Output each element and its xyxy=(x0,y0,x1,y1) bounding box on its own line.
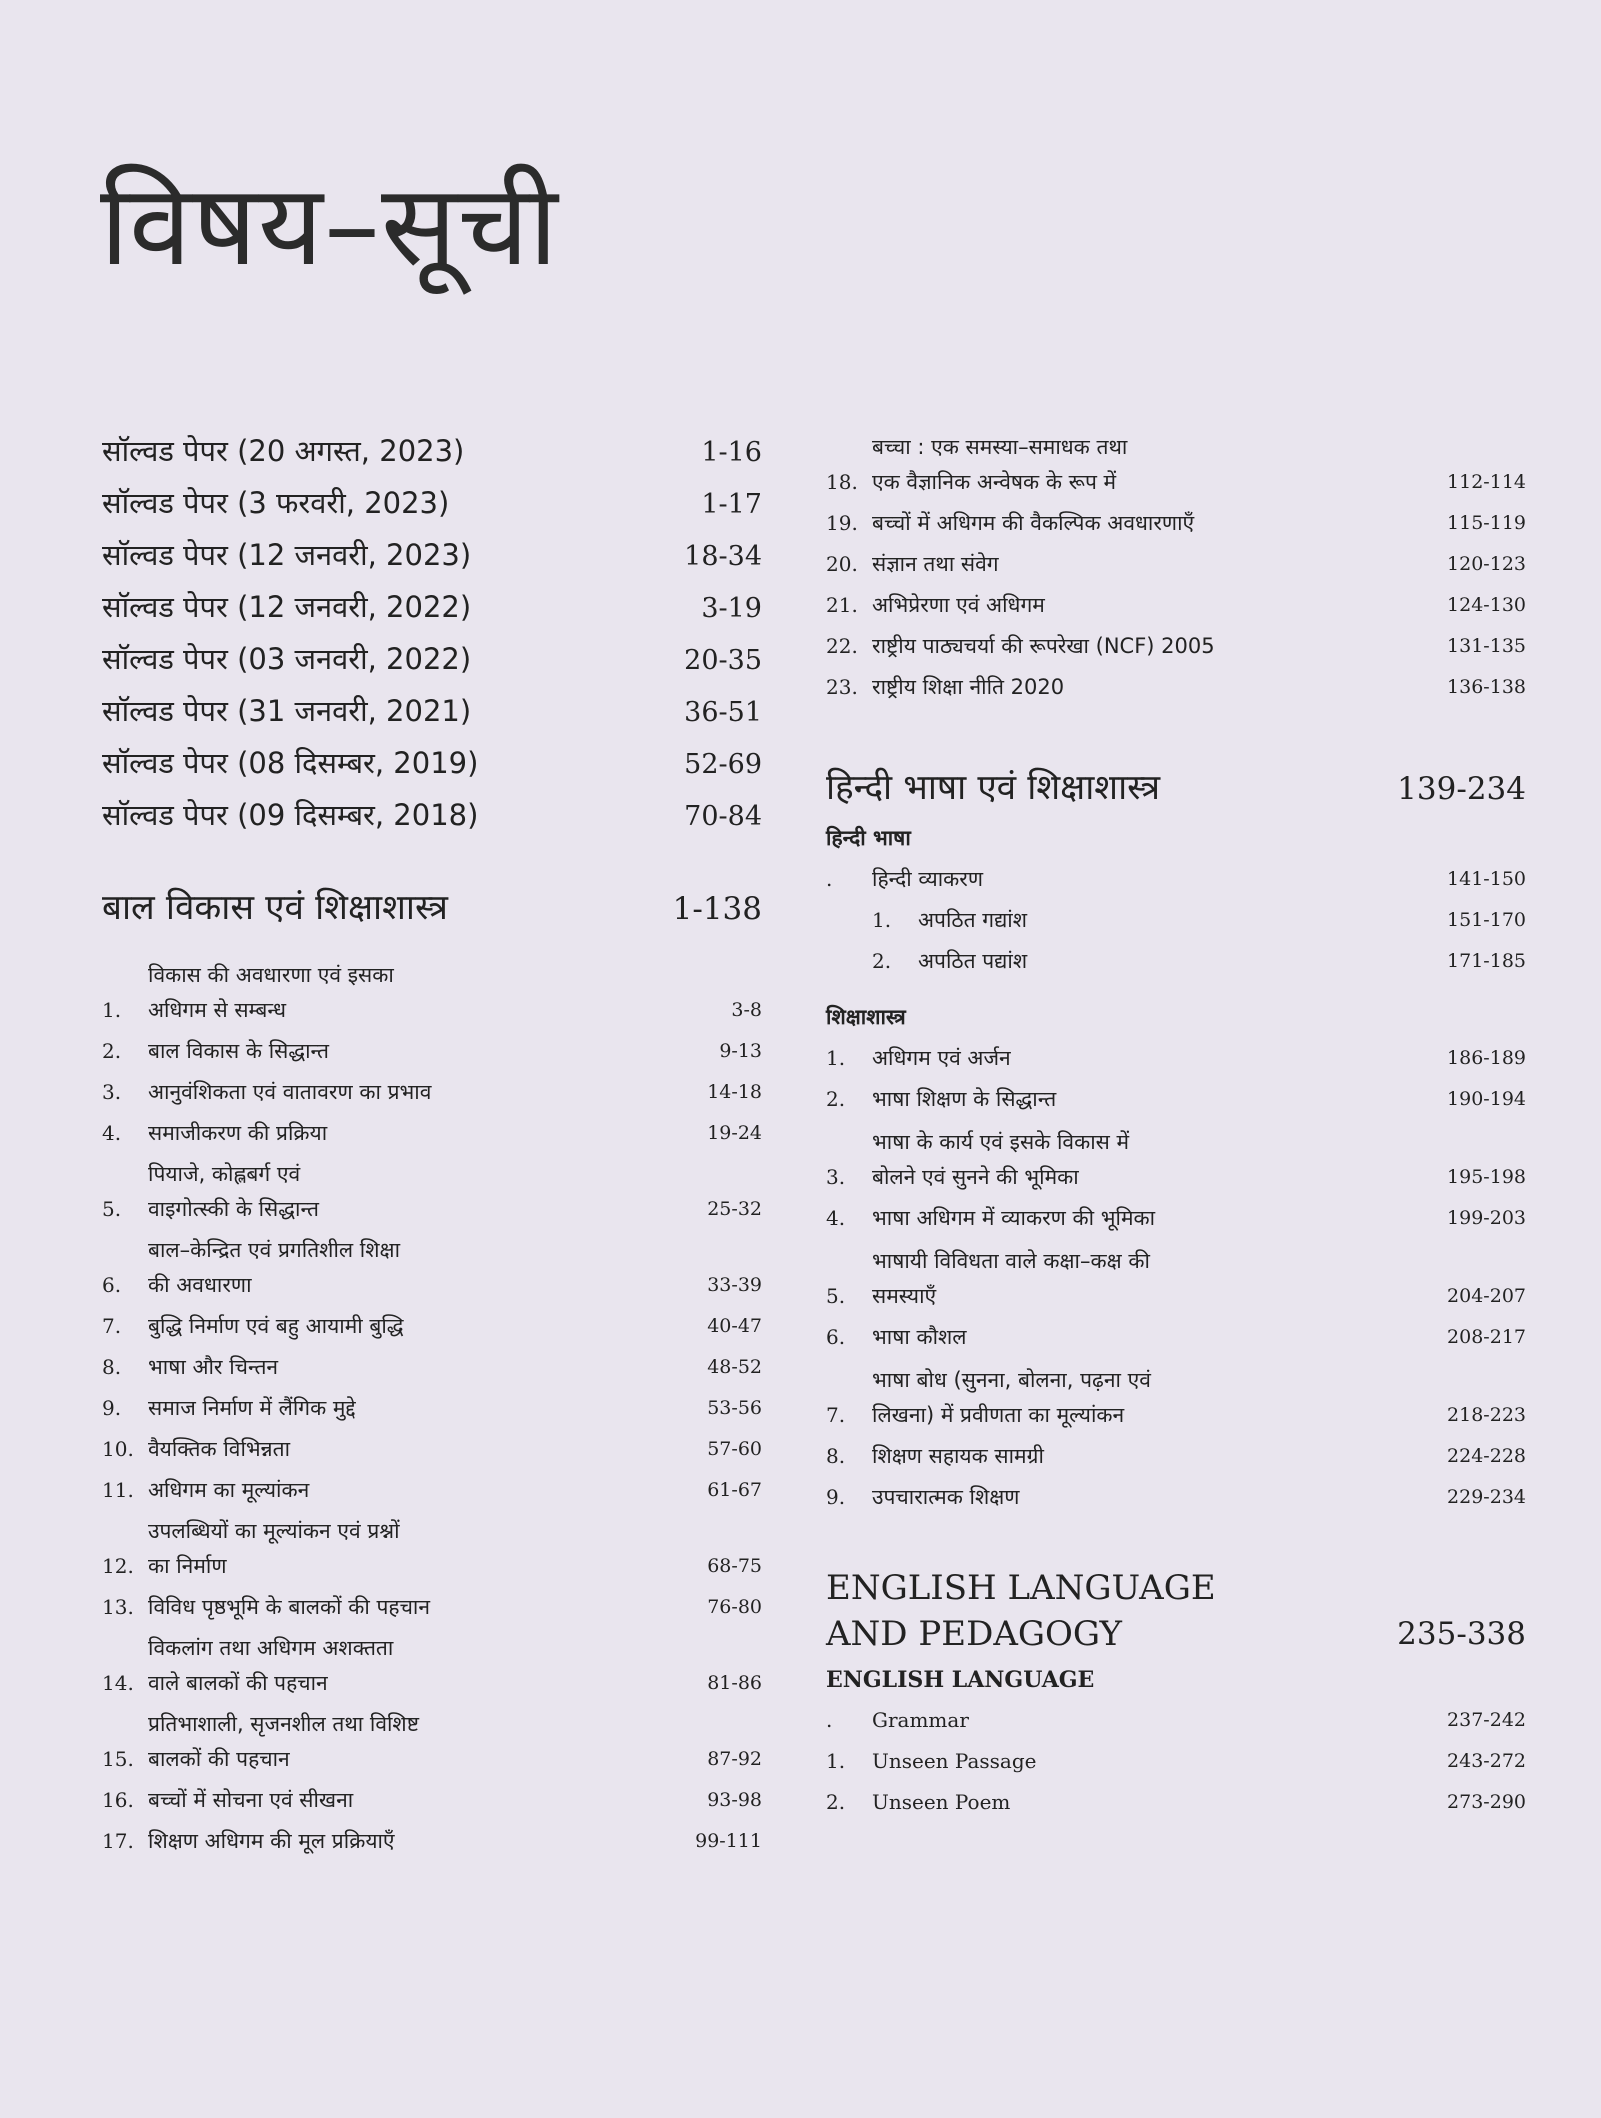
entry-title: शिक्षण सहायक सामग्री xyxy=(872,1444,1044,1468)
entry-pages: 87-92 xyxy=(707,1748,762,1770)
entry-pages: 61-67 xyxy=(707,1479,762,1501)
entry-pages: 93-98 xyxy=(707,1789,762,1811)
entry-title: उपचारात्मक शिक्षण xyxy=(872,1485,1020,1509)
entry-title: भाषा बोध (सुनना, बोलना, पढ़ना एवं लिखना) में प्रवीणता का मूल्यांकन xyxy=(872,1368,1151,1427)
entry-title: अभिप्रेरणा एवं अधिगम xyxy=(872,593,1045,617)
entry-pages: 224-228 xyxy=(1447,1445,1526,1467)
entry-number: 12. xyxy=(102,1554,134,1578)
toc-entry xyxy=(826,623,1526,664)
entry-number: 6. xyxy=(102,1273,122,1297)
toc-entry xyxy=(826,422,1526,500)
sub-heading-shikshashastra: शिक्षाशास्त्र xyxy=(826,1005,906,1029)
toc-entry xyxy=(826,1433,1526,1474)
entry-pages: 18-34 xyxy=(684,541,762,572)
entry-pages: 76-80 xyxy=(707,1596,762,1618)
right-column xyxy=(826,422,1526,1820)
section-pages: 139-234 xyxy=(1397,771,1526,807)
entry-pages: 70-84 xyxy=(684,801,762,832)
entry-pages: 171-185 xyxy=(1447,950,1526,972)
entry-pages: 36-51 xyxy=(684,697,762,728)
section-heading-english xyxy=(826,1565,1526,1657)
entry-number: 2. xyxy=(102,1039,122,1063)
entry-title: उपलब्धियों का मूल्यांकन एवं प्रश्नों का निर्माण xyxy=(148,1519,400,1578)
entry-label: सॉल्वड पेपर (09 दिसम्बर, 2018) xyxy=(102,798,479,832)
entry-pages: 204-207 xyxy=(1447,1285,1526,1307)
toc-entry xyxy=(102,1303,762,1344)
hindi-grammar-entry xyxy=(826,856,1526,897)
entry-label: सॉल्वड पेपर (03 जनवरी, 2022) xyxy=(102,642,472,676)
entry-title: वैयक्तिक विभिन्नता xyxy=(148,1437,291,1461)
entry-number: 7. xyxy=(826,1403,846,1427)
entry-label: सॉल्वड पेपर (3 फरवरी, 2023) xyxy=(102,486,450,520)
entry-pages: 68-75 xyxy=(707,1555,762,1577)
entry-number: 1. xyxy=(872,908,892,932)
entry-title: समाजीकरण की प्रक्रिया xyxy=(148,1121,328,1145)
entry-pages: 151-170 xyxy=(1447,909,1526,931)
entry-number: 13. xyxy=(102,1595,134,1619)
entry-pages: 195-198 xyxy=(1447,1166,1526,1188)
entry-title: भाषा शिक्षण के सिद्धान्त xyxy=(872,1087,1057,1111)
toc-entry xyxy=(826,500,1526,541)
toc-entry xyxy=(102,1426,762,1467)
english-grammar-entry xyxy=(826,1697,1526,1738)
entry-pages: 229-234 xyxy=(1447,1486,1526,1508)
entry-number: 4. xyxy=(826,1206,846,1230)
entry-title: Grammar xyxy=(872,1708,969,1732)
sub-heading-english-language: ENGLISH LANGUAGE xyxy=(826,1667,1095,1693)
entry-number: 2. xyxy=(826,1790,846,1814)
entry-pages: 14-18 xyxy=(707,1081,762,1103)
entry-title: हिन्दी व्याकरण xyxy=(872,867,984,891)
solved-papers-list xyxy=(102,425,762,841)
toc-entry xyxy=(826,1236,1526,1314)
entry-title: विकलांग तथा अधिगम अशक्तता वाले बालकों की पहचान xyxy=(148,1636,394,1695)
entry-pages: 3-8 xyxy=(731,999,762,1021)
left-column xyxy=(102,425,762,1859)
entry-number: . xyxy=(826,1708,833,1732)
entry-pages: 273-290 xyxy=(1447,1791,1526,1813)
entry-pages: 112-114 xyxy=(1447,471,1526,493)
toc-entry xyxy=(102,1467,762,1508)
entry-pages: 218-223 xyxy=(1447,1404,1526,1426)
toc-entry xyxy=(102,1227,762,1303)
solved-paper-entry xyxy=(102,633,762,685)
entry-pages: 52-69 xyxy=(684,749,762,780)
solved-paper-entry xyxy=(102,581,762,633)
english-list xyxy=(826,1738,1526,1820)
entry-pages: 1-16 xyxy=(701,437,762,468)
entry-number: 18. xyxy=(826,470,858,494)
solved-paper-entry xyxy=(102,737,762,789)
toc-entry xyxy=(826,1314,1526,1355)
entry-title: प्रतिभाशाली, सृजनशील तथा विशिष्ट बालकों की पहचान xyxy=(148,1712,419,1771)
section-title: ENGLISH LANGUAGE AND PEDAGOGY xyxy=(826,1568,1216,1654)
entry-number: 6. xyxy=(826,1325,846,1349)
entry-title: बच्चा : एक समस्या–समाधक तथा एक वैज्ञानिक अन्वेषक के रूप में xyxy=(872,435,1128,494)
entry-title: Unseen Passage xyxy=(872,1749,1037,1773)
bal-vikas-continued-list xyxy=(826,422,1526,705)
toc-entry xyxy=(826,1195,1526,1236)
section-title: हिन्दी भाषा एवं शिक्षाशास्त्र xyxy=(826,768,1161,808)
entry-number: 1. xyxy=(826,1749,846,1773)
section-pages: 1-138 xyxy=(672,891,762,927)
entry-number: 5. xyxy=(826,1284,846,1308)
entry-number: 8. xyxy=(102,1355,122,1379)
entry-pages: 243-272 xyxy=(1447,1750,1526,1772)
entry-label: सॉल्वड पेपर (08 दिसम्बर, 2019) xyxy=(102,746,479,780)
entry-pages: 9-13 xyxy=(719,1040,762,1062)
entry-title: अधिगम का मूल्यांकन xyxy=(148,1478,310,1502)
entry-number: 4. xyxy=(102,1121,122,1145)
entry-number: 11. xyxy=(102,1478,134,1502)
entry-number: 7. xyxy=(102,1314,122,1338)
entry-number: 15. xyxy=(102,1747,134,1771)
entry-number: . xyxy=(826,867,833,891)
toc-entry xyxy=(826,1779,1526,1820)
entry-pages: 48-52 xyxy=(707,1356,762,1378)
entry-pages: 33-39 xyxy=(707,1274,762,1296)
toc-entry xyxy=(826,1474,1526,1515)
toc-entry xyxy=(102,1508,762,1584)
entry-title: भाषायी विविधता वाले कक्षा–कक्ष की समस्याएँ xyxy=(872,1249,1150,1308)
solved-paper-entry xyxy=(102,685,762,737)
entry-pages: 81-86 xyxy=(707,1672,762,1694)
toc-entry xyxy=(102,952,762,1028)
toc-entry xyxy=(102,1344,762,1385)
solved-paper-entry xyxy=(102,477,762,529)
entry-title: अपठित पद्यांश xyxy=(918,949,1028,973)
toc-entry xyxy=(102,1110,762,1151)
entry-number: 2. xyxy=(826,1087,846,1111)
toc-entry xyxy=(102,1625,762,1701)
section-heading-hindi xyxy=(826,763,1526,810)
entry-title: बुद्धि निर्माण एवं बहु आयामी बुद्धि xyxy=(148,1314,404,1338)
entry-title: शिक्षण अधिगम की मूल प्रक्रियाएँ xyxy=(148,1829,395,1853)
entry-title: आनुवंशिकता एवं वातावरण का प्रभाव xyxy=(148,1080,432,1104)
entry-title: पियाजे, कोह्लबर्ग एवं वाइगोत्स्की के सिद्धान्त xyxy=(148,1162,319,1221)
entry-number: 2. xyxy=(872,949,892,973)
entry-pages: 186-189 xyxy=(1447,1047,1526,1069)
entry-title: विविध पृष्ठभूमि के बालकों की पहचान xyxy=(148,1595,431,1619)
entry-number: 19. xyxy=(826,511,858,535)
entry-pages: 25-32 xyxy=(707,1198,762,1220)
solved-paper-entry xyxy=(102,529,762,581)
toc-entry xyxy=(826,1355,1526,1433)
entry-title: राष्ट्रीय शिक्षा नीति 2020 xyxy=(872,675,1065,699)
entry-pages: 124-130 xyxy=(1447,594,1526,616)
entry-pages: 53-56 xyxy=(707,1397,762,1419)
entry-title: बाल विकास के सिद्धान्त xyxy=(148,1039,329,1063)
toc-entry xyxy=(102,1385,762,1426)
entry-number: 3. xyxy=(826,1165,846,1189)
entry-pages: 208-217 xyxy=(1447,1326,1526,1348)
entry-number: 20. xyxy=(826,552,858,576)
entry-number: 9. xyxy=(826,1485,846,1509)
toc-entry xyxy=(102,1584,762,1625)
entry-number: 9. xyxy=(102,1396,122,1420)
entry-pages: 40-47 xyxy=(707,1315,762,1337)
entry-pages: 19-24 xyxy=(707,1122,762,1144)
sub-heading-hindi-bhasha: हिन्दी भाषा xyxy=(826,826,911,850)
entry-number: 16. xyxy=(102,1788,134,1812)
entry-label: सॉल्वड पेपर (12 जनवरी, 2023) xyxy=(102,538,472,572)
entry-number: 5. xyxy=(102,1197,122,1221)
entry-number: 3. xyxy=(102,1080,122,1104)
toc-entry xyxy=(826,1697,1526,1738)
entry-pages: 199-203 xyxy=(1447,1207,1526,1229)
toc-entry xyxy=(826,1117,1526,1195)
entry-label: सॉल्वड पेपर (20 अगस्त, 2023) xyxy=(102,434,465,468)
entry-pages: 190-194 xyxy=(1447,1088,1526,1110)
entry-title: राष्ट्रीय पाठ्यचर्या की रूपरेखा (NCF) 2005 xyxy=(872,634,1215,658)
toc-entry xyxy=(102,1069,762,1110)
hindi-bhasha-list xyxy=(826,897,1526,979)
toc-entry xyxy=(826,1738,1526,1779)
entry-title: भाषा अधिगम में व्याकरण की भूमिका xyxy=(872,1206,1156,1230)
entry-pages: 120-123 xyxy=(1447,553,1526,575)
entry-pages: 20-35 xyxy=(684,645,762,676)
toc-entry xyxy=(102,1818,762,1859)
section-heading-bal-vikas xyxy=(102,883,762,930)
entry-number: 14. xyxy=(102,1671,134,1695)
entry-number: 8. xyxy=(826,1444,846,1468)
solved-paper-entry xyxy=(102,789,762,841)
entry-pages: 99-111 xyxy=(695,1830,762,1852)
entry-label: सॉल्वड पेपर (12 जनवरी, 2022) xyxy=(102,590,472,624)
toc-entry xyxy=(102,1701,762,1777)
entry-title: बच्चों में अधिगम की वैकल्पिक अवधारणाएँ xyxy=(872,511,1195,535)
page-title: विषय–सूची xyxy=(100,161,559,291)
toc-entry xyxy=(872,938,1526,979)
entry-title: संज्ञान तथा संवेग xyxy=(872,552,999,576)
toc-entry xyxy=(826,582,1526,623)
entry-title: बच्चों में सोचना एवं सीखना xyxy=(148,1788,354,1812)
entry-title: अधिगम एवं अर्जन xyxy=(872,1046,1011,1070)
toc-entry xyxy=(872,897,1526,938)
entry-title: समाज निर्माण में लैंगिक मुद्दे xyxy=(148,1396,356,1420)
entry-title: भाषा के कार्य एवं इसके विकास में बोलने एवं सुनने की भूमिका xyxy=(872,1130,1130,1189)
entry-number: 17. xyxy=(102,1829,134,1853)
hindi-pedagogy-list xyxy=(826,1035,1526,1515)
entry-pages: 131-135 xyxy=(1447,635,1526,657)
entry-title: बाल–केन्द्रित एवं प्रगतिशील शिक्षा की अवधारणा xyxy=(148,1238,401,1297)
entry-title: भाषा और चिन्तन xyxy=(148,1355,279,1379)
toc-entry xyxy=(102,1028,762,1069)
toc-entry xyxy=(826,664,1526,705)
toc-entry xyxy=(102,1151,762,1227)
toc-entry xyxy=(826,541,1526,582)
section-title: बाल विकास एवं शिक्षाशास्त्र xyxy=(102,888,448,928)
entry-title: भाषा कौशल xyxy=(872,1325,967,1349)
entry-number: 10. xyxy=(102,1437,134,1461)
entry-pages: 141-150 xyxy=(1447,868,1526,890)
entry-label: सॉल्वड पेपर (31 जनवरी, 2021) xyxy=(102,694,472,728)
bal-vikas-list xyxy=(102,952,762,1859)
entry-number: 1. xyxy=(826,1046,846,1070)
entry-pages: 237-242 xyxy=(1447,1709,1526,1731)
entry-title: Unseen Poem xyxy=(872,1790,1011,1814)
entry-pages: 3-19 xyxy=(701,593,762,624)
toc-entry xyxy=(826,1035,1526,1076)
entry-pages: 136-138 xyxy=(1447,676,1526,698)
toc-entry xyxy=(826,1076,1526,1117)
entry-pages: 1-17 xyxy=(701,489,762,520)
entry-number: 1. xyxy=(102,998,122,1022)
entry-title: अपठित गद्यांश xyxy=(918,908,1028,932)
entry-title: विकास की अवधारणा एवं इसका अधिगम से सम्बन्ध xyxy=(148,963,394,1022)
toc-entry xyxy=(102,1777,762,1818)
entry-pages: 115-119 xyxy=(1447,512,1526,534)
entry-number: 22. xyxy=(826,634,858,658)
section-pages: 235-338 xyxy=(1397,1616,1526,1652)
entry-pages: 57-60 xyxy=(707,1438,762,1460)
entry-number: 23. xyxy=(826,675,858,699)
toc-entry xyxy=(826,856,1526,897)
entry-number: 21. xyxy=(826,593,858,617)
solved-paper-entry xyxy=(102,425,762,477)
